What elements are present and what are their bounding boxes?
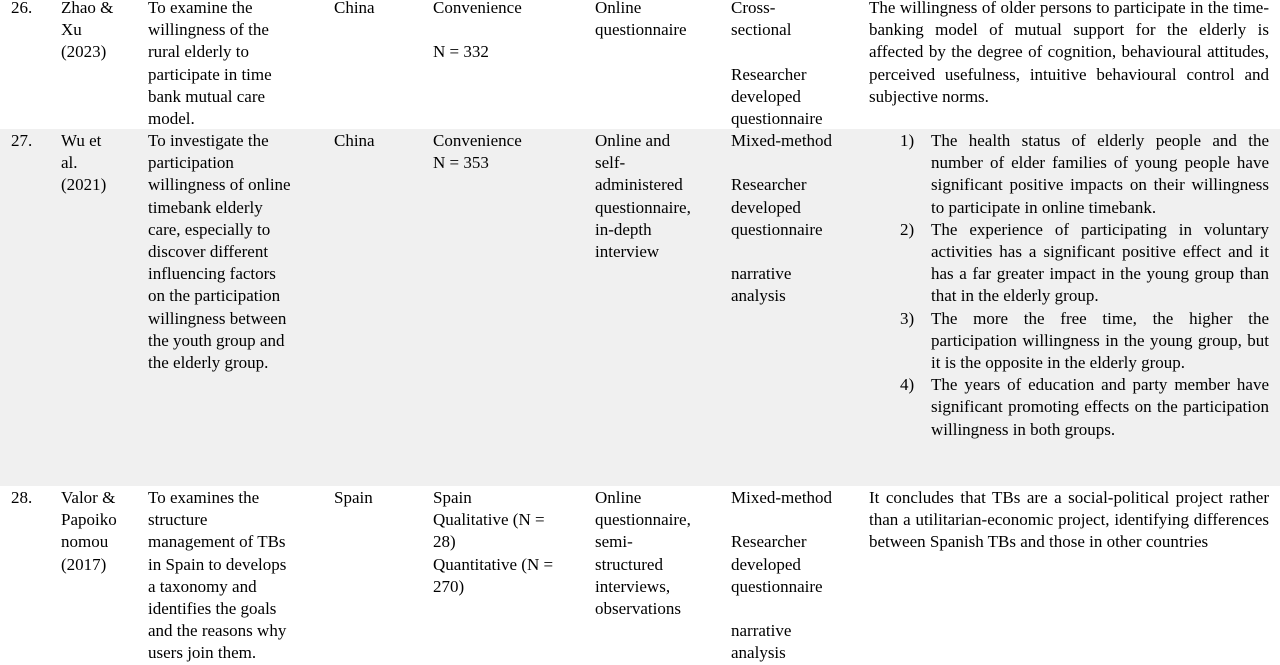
text-line: the elderly group. [148,353,269,373]
text-line: questionnaire [731,219,823,239]
design-cell [731,130,861,308]
aim-cell [148,487,318,665]
finding-text: The health status of elderly people and the number of elder families of young people have significant positive impacts on their willingness to participate in online timebank. [931,131,1269,217]
aim-cell [148,0,318,130]
sampling-cell [433,0,583,64]
text-line: developed [731,554,801,574]
text-line: willingness of online [148,175,291,195]
text-line: in Spain to develops [148,554,287,574]
text-line: Papoiko [61,510,117,530]
finding-item [869,308,1269,375]
text-line: developed [731,86,801,106]
blank-line [731,241,861,263]
text-line: Online [595,0,642,17]
text-line: Convenience [433,0,522,17]
blank-line [731,509,861,531]
text-line: timebank elderly [148,197,263,217]
country-cell: Spain [334,488,373,507]
text-line: Qualitative (N = [433,510,545,530]
text-line: N = 353 [433,153,489,173]
text-line: bank mutual care [148,86,266,106]
design-cell [731,0,861,130]
table-row [0,129,1280,486]
text-line: nomou [61,532,109,552]
finding-number: 3) [900,308,915,328]
text-line: rural elderly to [148,42,250,62]
finding-text: The years of education and party member have significant promoting effects on the participation willingness in both groups. [931,375,1269,439]
text-line: Convenience [433,131,522,150]
text-line: and the reasons why [148,621,287,641]
text-line: Cross- [731,0,776,17]
table-row [0,0,1280,128]
text-line: observations [595,599,681,619]
text-line: Valor & [61,488,116,507]
blank-line [433,19,583,41]
findings-cell: It concludes that TBs are a social-political project rather than a utilitarian-economic project, identifying differences between Spanish TBs and those in other countries [869,488,1269,552]
finding-number: 1) [900,131,915,150]
blank-line [731,598,861,620]
text-line: Online and [595,131,671,150]
text-line: Wu et [61,131,102,150]
text-line: identifies the goals [148,599,277,619]
table-row [0,486,1280,665]
author-cell [61,130,137,197]
text-line: administered [595,175,683,195]
text-line: model. [148,109,195,129]
text-line: the youth group and [148,330,285,350]
findings-cell [869,130,1269,441]
finding-item [869,374,1269,441]
row-number: 27. [11,131,33,150]
finding-number: 4) [900,375,915,395]
text-line: 28) [433,532,456,552]
text-line: 270) [433,576,465,596]
author-cell [61,487,137,576]
text-line: Online [595,488,642,507]
text-line: Xu [61,20,82,40]
text-line: influencing factors [148,264,276,284]
text-line: Spain [433,488,472,507]
text-line: analysis [731,286,786,306]
text-line: structured [595,554,663,574]
text-line: care, especially to [148,219,271,239]
method-cell [595,130,720,263]
text-line: Mixed-method [731,131,833,150]
text-line: structure [148,510,208,530]
text-line: self- [595,153,626,173]
findings-list [869,130,1269,441]
finding-text: The experience of participating in voluntary activities has a significant positive effect and it has a far greater impact in the young group than that in the elderly group. [931,219,1269,306]
author-cell [61,0,137,64]
finding-number: 2) [900,219,915,239]
text-line: willingness of the [148,20,269,40]
method-cell [595,0,720,41]
text-line: management of TBs [148,532,286,552]
finding-item [869,219,1269,308]
method-cell [595,487,720,620]
text-line: To investigate the [148,131,269,150]
text-line: sectional [731,20,792,40]
text-line: interviews, [595,576,671,596]
finding-item [869,130,1269,219]
country-cell: China [334,131,375,150]
text-line: narrative [731,621,792,641]
text-line: discover different [148,242,269,262]
row-number: 26. [11,0,33,17]
text-line: willingness between [148,308,287,328]
text-line: participation [148,153,234,173]
text-line: narrative [731,264,792,284]
blank-line [731,41,861,63]
text-line: (2021) [61,175,107,195]
row-number: 28. [11,488,33,507]
text-line: semi- [595,532,633,552]
blank-line [731,152,861,174]
text-line: questionnaire, [595,197,691,217]
text-line: developed [731,197,801,217]
finding-text: The more the free time, the higher the participation willingness in the young group, but it is the opposite in the elderly group. [931,308,1269,373]
text-line: questionnaire, [595,510,691,530]
text-line: on the participation [148,286,281,306]
text-line: al. [61,153,78,173]
text-line: questionnaire [731,576,823,596]
text-line: questionnaire [731,109,823,128]
sampling-cell [433,487,583,598]
text-line: Zhao & [61,0,114,17]
text-line: questionnaire [595,20,687,40]
sampling-cell [433,130,583,174]
text-line: participate in time [148,64,272,84]
text-line: (2017) [61,554,107,574]
text-line: Researcher [731,532,807,552]
findings-cell: The willingness of older persons to participate in the time-banking model of mutual support for the elderly is affected by the degree of cognition, behavioural attitudes, perceived usefulness, intuitive behavioural control and subjective norms. [869,0,1269,106]
text-line: Researcher [731,175,807,195]
text-line: users join them. [148,643,257,663]
text-line: interview [595,242,660,262]
text-line: in-depth [595,219,652,239]
text-line: (2023) [61,42,107,62]
text-line: analysis [731,643,786,663]
design-cell [731,487,861,665]
text-line: Mixed-method [731,488,833,507]
text-line: Quantitative (N = [433,554,554,574]
aim-cell [148,130,318,374]
text-line: a taxonomy and [148,576,257,596]
text-line: Researcher [731,64,807,84]
text-line: To examines the [148,488,260,507]
text-line: To examine the [148,0,253,17]
country-cell: China [334,0,375,17]
text-line: N = 332 [433,42,489,62]
